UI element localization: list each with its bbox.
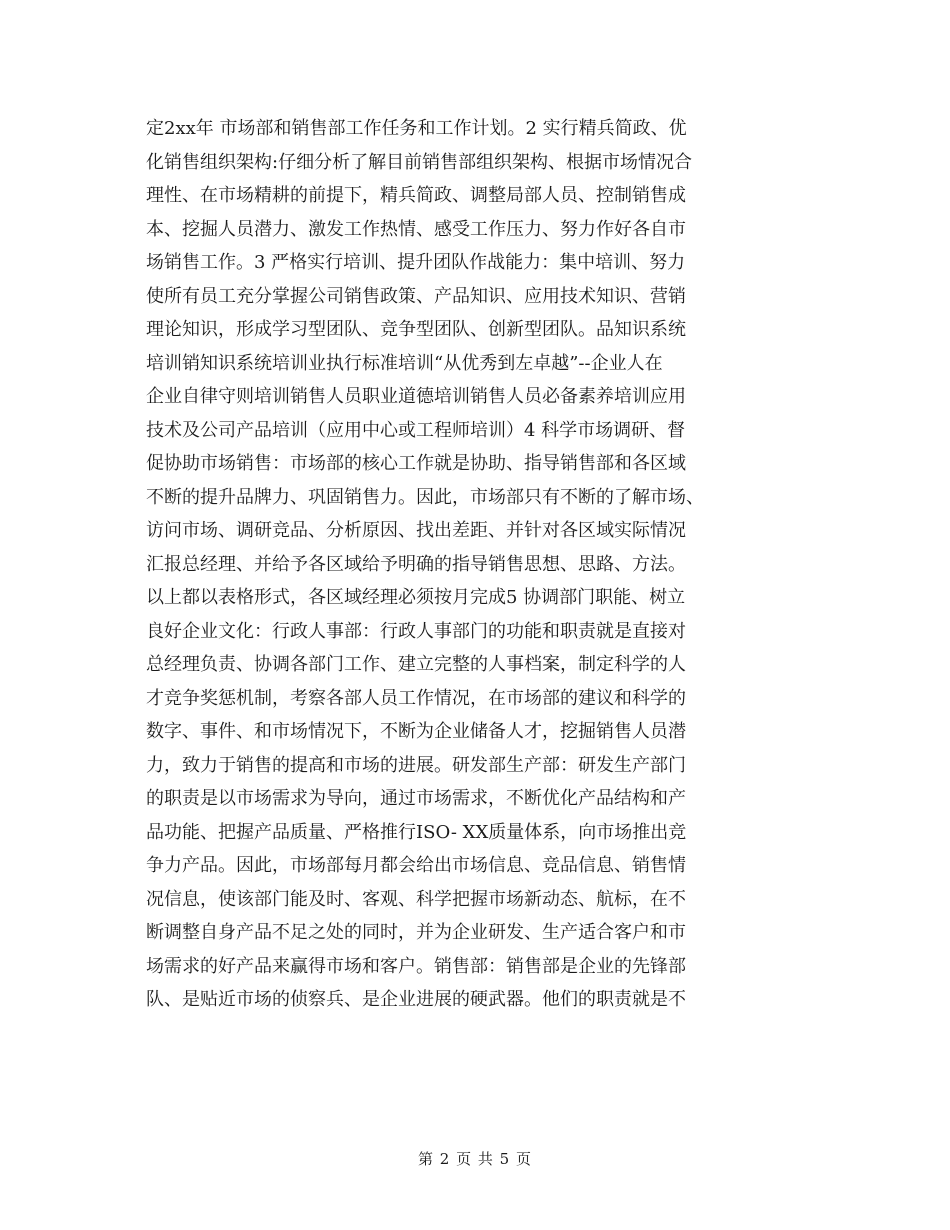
text-line: 以上都以表格形式，各区域经理必须按月完成5 协调部门职能、树立 [146, 587, 686, 608]
text-line: 定2xx年 市场部和销售部工作任务和工作计划。2 实行精兵简政、优 [146, 118, 687, 139]
text-line: 才竞争奖惩机制，考察各部人员工作情况，在市场部的建议和科学的 [146, 687, 686, 709]
text-line: 良好企业文化：行政人事部：行政人事部门的功能和职责就是直接对 [146, 620, 686, 642]
text-line: 访问市场、调研竞品、分析原因、找出差距、并针对各区域实际情况 [146, 520, 686, 541]
text-line: 的职责是以市场需求为导向，通过市场需求，不断优化产品结构和产 [146, 788, 686, 809]
text-line: 促协助市场销售：市场部的核心工作就是协助、指导销售部和各区域 [146, 453, 686, 474]
text-line: 技术及公司产品培训（应用中心或工程师培训）4 科学市场调研、督 [146, 419, 686, 441]
text-line: 使所有员工充分掌握公司销售政策、产品知识、应用技术知识、营销 [146, 285, 686, 307]
text-line: 场销售工作。3 严格实行培训、提升团队作战能力：集中培训、努力 [146, 252, 686, 273]
text-line: 化销售组织架构:仔细分析了解目前销售部组织架构、根据市场情况合 [146, 151, 693, 173]
text-line: 企业自律守则培训销售人员职业道德培训销售人员必备素养培训应用 [146, 386, 686, 407]
text-line: 本、挖掘人员潜力、激发工作热情、感受工作压力、努力作好各自市 [146, 218, 686, 240]
text-line: 数字、事件、和市场情况下，不断为企业储备人才，挖掘销售人员潜 [146, 721, 686, 742]
text-line: 况信息，使该部门能及时、客观、科学把握市场新动态、航标，在不 [146, 888, 686, 910]
text-line: 品功能、把握产品质量、严格推行ISO- XX质量体系，向市场推出竞 [146, 821, 687, 843]
text-line: 争力产品。因此，市场部每月都会给出市场信息、竞品信息、销售情 [146, 855, 686, 876]
text-line: 理论知识，形成学习型团队、竞争型团队、创新型团队。品知识系统 [146, 319, 686, 340]
text-line: 断调整自身产品不足之处的同时，并为企业研发、生产适合客户和市 [146, 922, 686, 943]
text-line: 队、是贴近市场的侦察兵、是企业进展的硬武器。他们的职责就是不 [146, 989, 686, 1010]
text-line: 不断的提升品牌力、巩固销售力。因此，市场部只有不断的了解市场、 [146, 486, 704, 508]
text-line: 力，致力于销售的提高和市场的进展。研发部生产部：研发生产部门 [146, 754, 686, 776]
text-line: 总经理负责、协调各部门工作、建立完整的人事档案，制定科学的人 [146, 654, 686, 675]
text-line: 理性、在市场精耕的前提下，精兵简政、调整局部人员、控制销售成 [146, 185, 686, 206]
page-footer [0, 1148, 950, 1169]
document-body [146, 112, 806, 1017]
page-number-label: 第 2 页 共 5 页 [418, 1150, 532, 1168]
text-line: 场需求的好产品来赢得市场和客户。销售部：销售部是企业的先锋部 [146, 955, 686, 977]
text-line: 汇报总经理、并给予各区域给予明确的指导销售思想、思路、方法。 [146, 553, 686, 575]
text-line: 培训销知识系统培训业执行标准培训“从优秀到左卓越”--企业人在 [146, 352, 663, 374]
